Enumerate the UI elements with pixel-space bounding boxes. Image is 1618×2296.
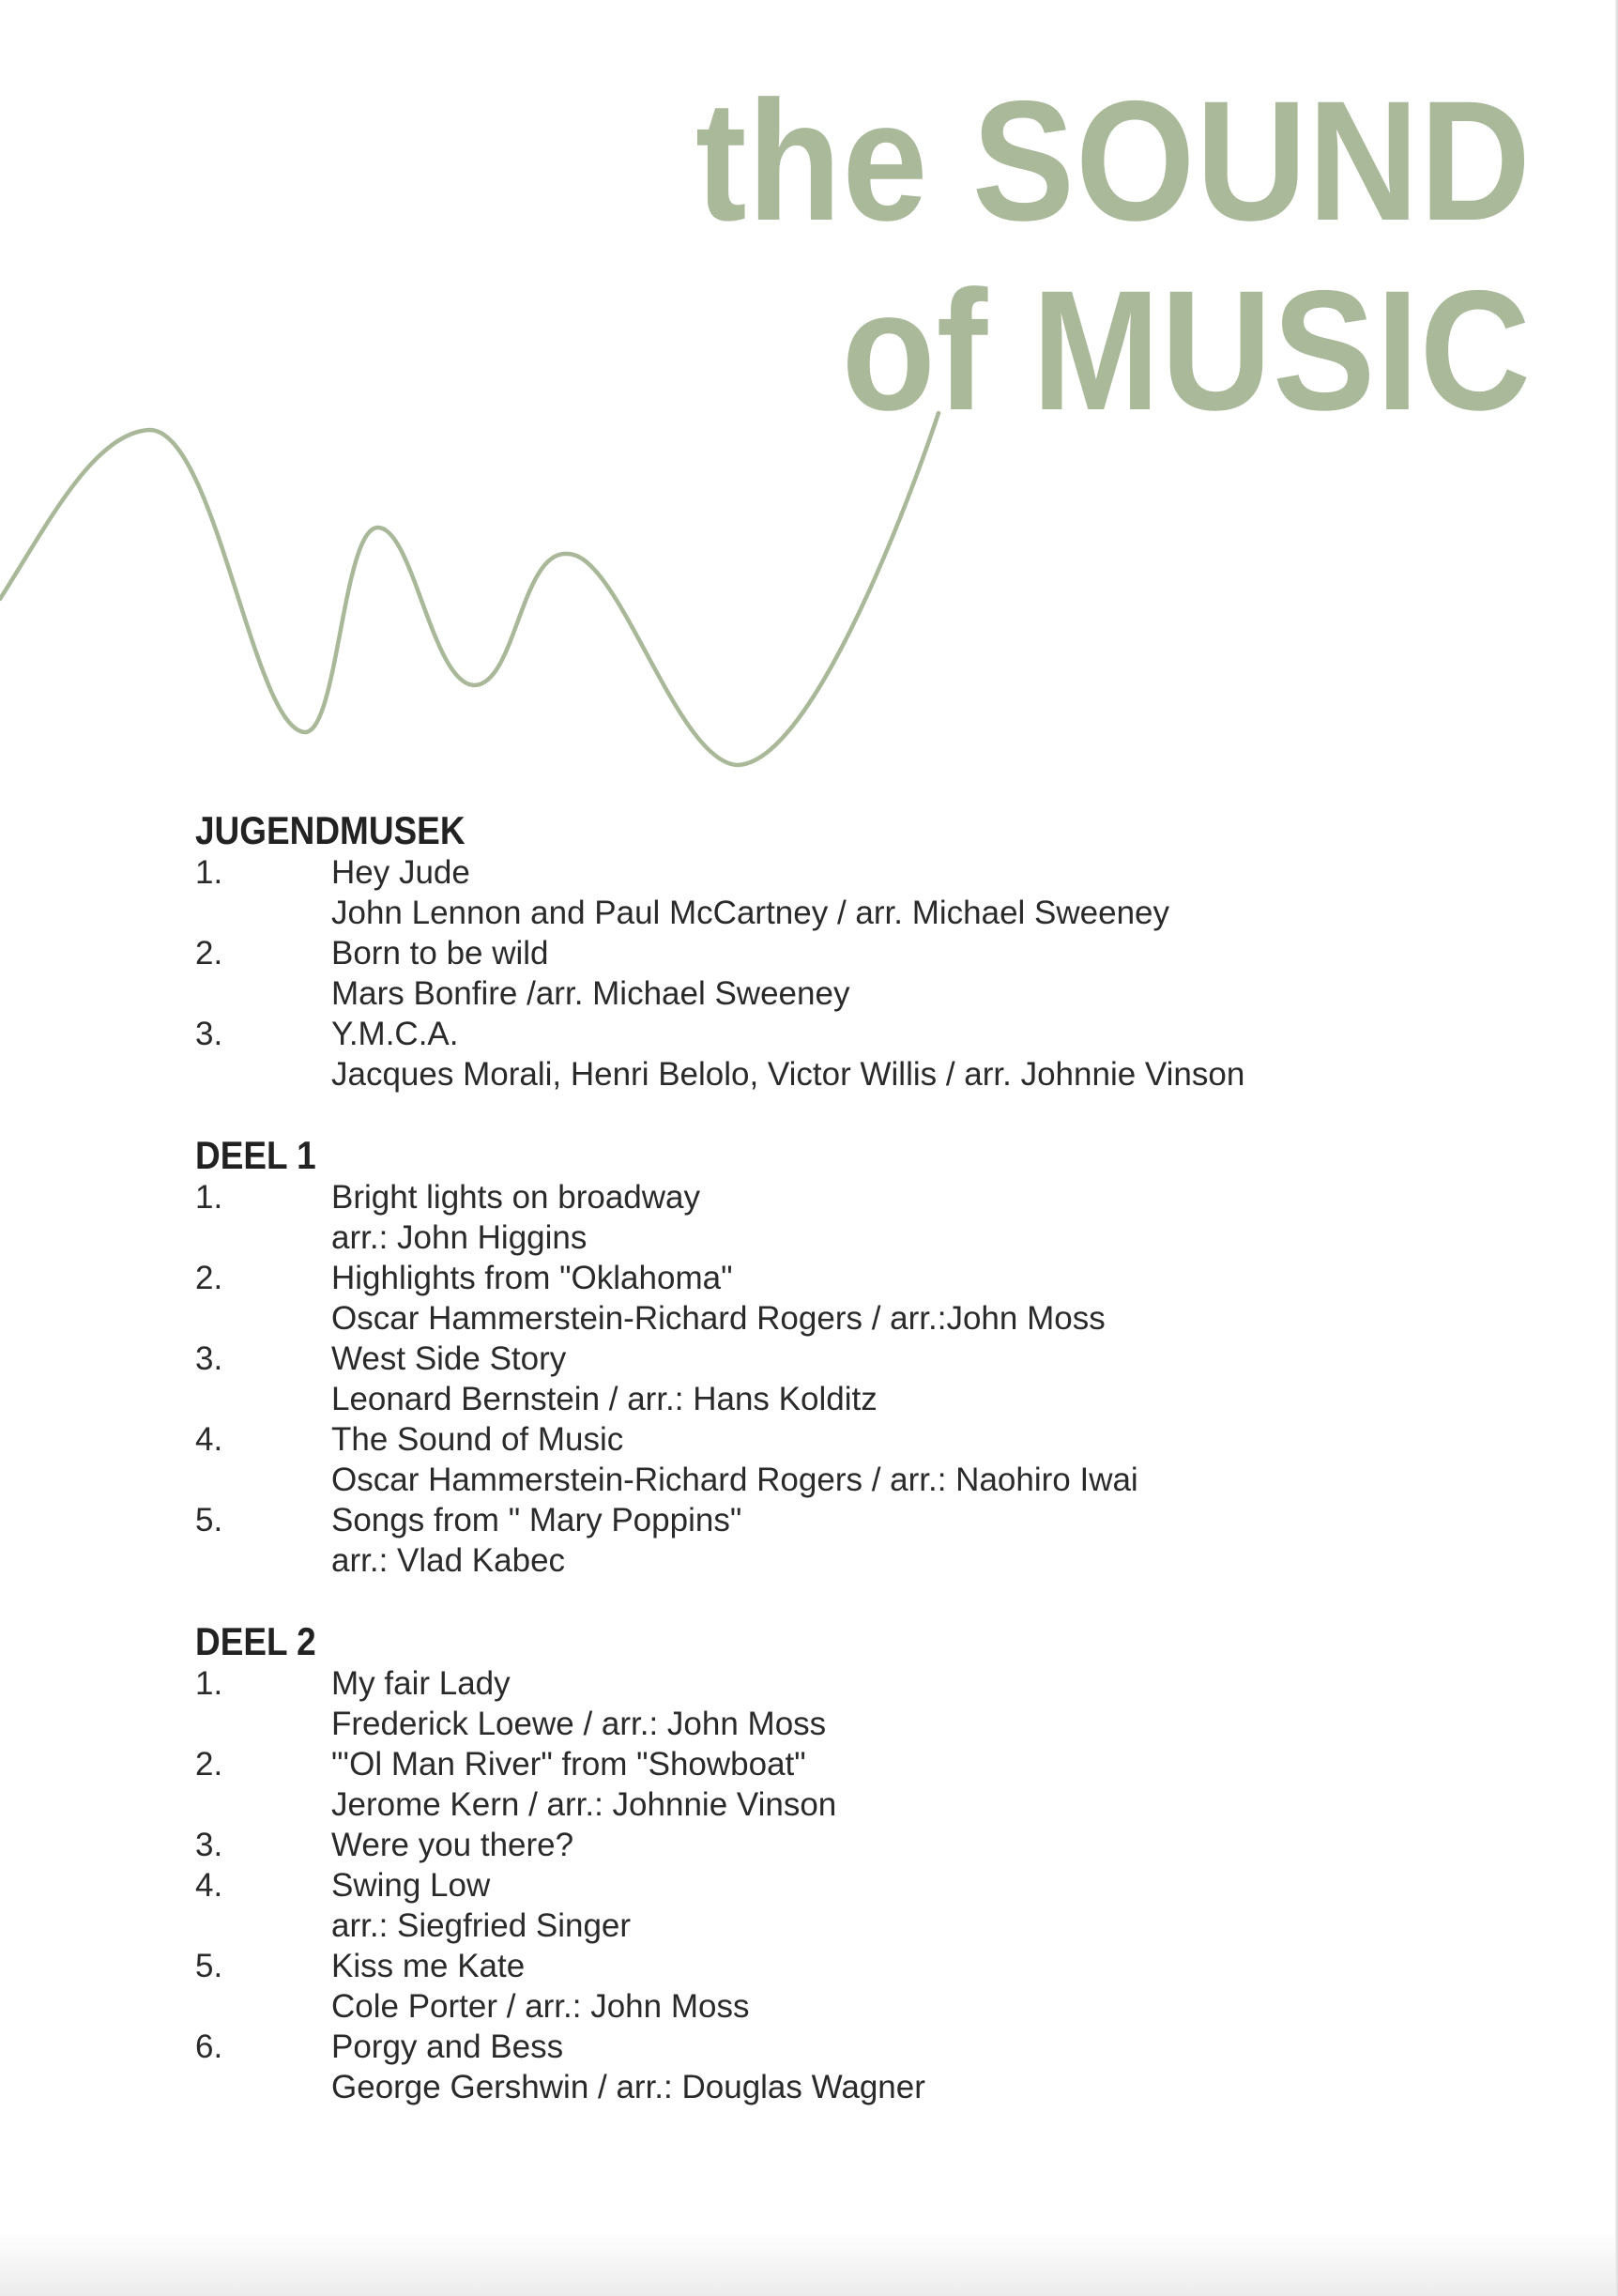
- piece-credit: arr.: John Higgins: [331, 1219, 588, 1256]
- piece-title: The Sound of Music: [331, 1421, 624, 1458]
- section-deel-2: [195, 1618, 1415, 2107]
- piece-credit: Jerome Kern / arr.: Johnnie Vinson: [331, 1786, 837, 1823]
- piece-credit: Leonard Bernstein / arr.: Hans Kolditz: [331, 1381, 878, 1417]
- section-title: DEEL 1: [195, 1133, 316, 1177]
- piece-title: Born to be wild: [331, 935, 549, 972]
- list-item: [195, 933, 1415, 1014]
- piece-credit: Mars Bonfire /arr. Michael Sweeney: [331, 975, 850, 1012]
- piece-title: Y.M.C.A.: [331, 1016, 459, 1052]
- piece-title: My fair Lady: [331, 1665, 511, 1702]
- title-line-1: the SOUND: [695, 65, 1532, 256]
- list-item: [195, 1339, 1415, 1419]
- piece-credit: George Gershwin / arr.: Douglas Wagner: [331, 2069, 925, 2105]
- title-line-2: of MUSIC: [841, 254, 1532, 446]
- piece-credit: Oscar Hammerstein-Richard Rogers / arr.: Naohiro Iwai: [331, 1462, 1138, 1498]
- section-title: JUGENDMUSEK: [195, 808, 466, 852]
- piece-title: Highlights from "Oklahoma": [331, 1260, 733, 1296]
- section-title: DEEL 2: [195, 1619, 316, 1663]
- section-jugendmusek: [195, 807, 1415, 1094]
- list-item: [195, 1663, 1415, 1744]
- item-number: 6.: [195, 2028, 223, 2065]
- item-number: 4.: [195, 1867, 223, 1904]
- list-item: [195, 1825, 1415, 1865]
- page-title: [695, 66, 1532, 445]
- item-number: 1.: [195, 854, 223, 891]
- piece-credit: arr.: Siegfried Singer: [331, 1907, 632, 1944]
- piece-credit: arr.: Vlad Kabec: [331, 1542, 566, 1579]
- piece-credit: Frederick Loewe / arr.: John Moss: [331, 1706, 827, 1742]
- piece-title: Were you there?: [331, 1827, 574, 1863]
- item-number: 3.: [195, 1340, 223, 1377]
- piece-title: Porgy and Bess: [331, 2028, 564, 2065]
- item-number: 3.: [195, 1827, 223, 1863]
- piece-title: West Side Story: [331, 1340, 567, 1377]
- item-number: 1.: [195, 1179, 223, 1216]
- piece-credit: Cole Porter / arr.: John Moss: [331, 1988, 750, 2025]
- piece-title: Hey Jude: [331, 854, 470, 891]
- piece-title: "'Ol Man River" from "Showboat": [331, 1746, 806, 1783]
- piece-title: Kiss me Kate: [331, 1948, 526, 1984]
- list-item: [195, 2027, 1415, 2107]
- item-number: 1.: [195, 1665, 223, 1702]
- list-item: [195, 852, 1415, 933]
- list-item: [195, 1865, 1415, 1946]
- piece-credit: Oscar Hammerstein-Richard Rogers / arr.:John Moss: [331, 1300, 1106, 1337]
- list-item: [195, 1258, 1415, 1339]
- item-number: 2.: [195, 1746, 223, 1783]
- item-number: 5.: [195, 1502, 223, 1538]
- list-item: [195, 1177, 1415, 1258]
- piece-title: Bright lights on broadway: [331, 1179, 700, 1216]
- item-number: 2.: [195, 1260, 223, 1296]
- list-item: [195, 1014, 1415, 1094]
- piece-title: Swing Low: [331, 1867, 491, 1904]
- list-item: [195, 1946, 1415, 2027]
- item-number: 3.: [195, 1016, 223, 1052]
- list-item: [195, 1500, 1415, 1581]
- list-item: [195, 1419, 1415, 1500]
- item-number: 4.: [195, 1421, 223, 1458]
- item-number: 2.: [195, 935, 223, 972]
- piece-credit: John Lennon and Paul McCartney / arr. Michael Sweeney: [331, 895, 1170, 931]
- section-deel-1: [195, 1132, 1415, 1581]
- page-bottom-shadow: [0, 2230, 1618, 2296]
- piece-credit: Jacques Morali, Henri Belolo, Victor Willis / arr. Johnnie Vinson: [331, 1056, 1245, 1093]
- program-list: [195, 807, 1415, 2145]
- list-item: [195, 1744, 1415, 1825]
- item-number: 5.: [195, 1948, 223, 1984]
- piece-title: Songs from " Mary Poppins": [331, 1502, 742, 1538]
